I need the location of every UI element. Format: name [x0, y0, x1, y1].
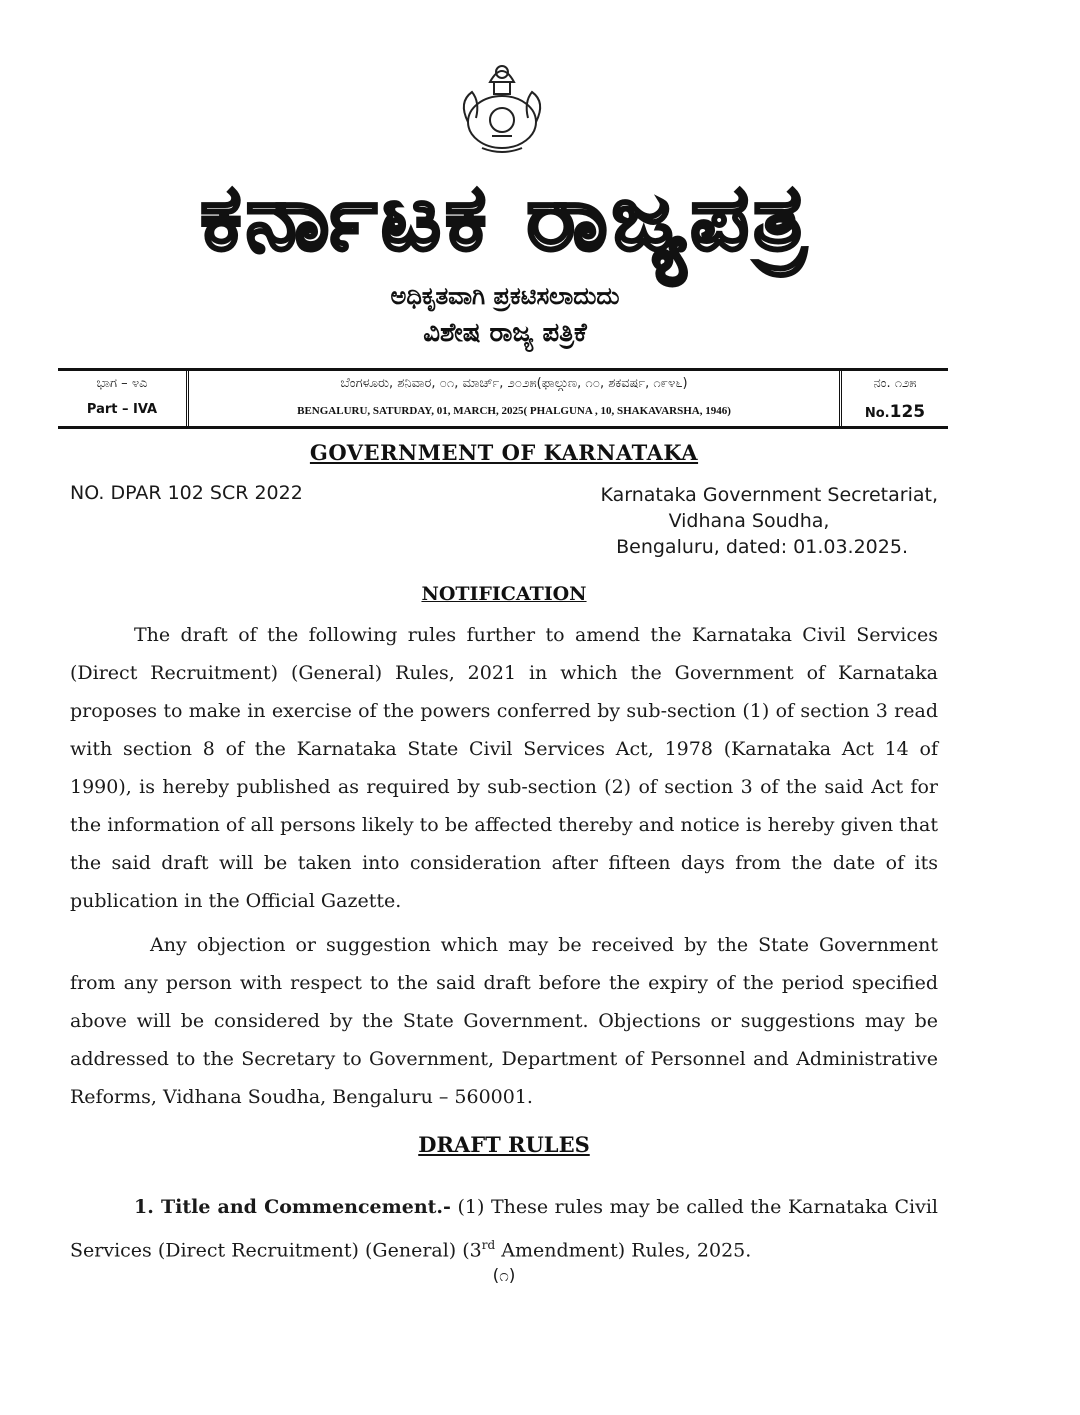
masthead-subtitle-extraordinary: ವಿಶೇಷ ರಾಜ್ಯ ಪತ್ರಿಕೆ	[423, 318, 587, 348]
draft-rules-heading: DRAFT RULES	[418, 1132, 590, 1157]
part-english: Part – IVA	[86, 402, 158, 417]
rule-1-text-a: (1) These rules may be called the Karnataka Civil Services (Direct Recruitment) (General) (3	[70, 1196, 939, 1262]
notification-paragraph-1: The draft of the following rules further to amend the Karnataka Civil Services (Direct Recruitment) (General) Rules, 2021 in which the Government of Karnataka proposes to make in exercise of the powers conferred by sub-section (1) of section 3 read with section 8 of the Karnataka State Civil Services Act, 1978 (Karnataka Act 14 of 1990), is hereby published as required by sub-section (2) of section 3 of the said Act for the information of all persons likely to be affected thereby and notice is hereby given that the said draft will be taken into consideration after fifteen days from the date of its publication in the Official Gazette.	[70, 624, 938, 912]
issue-number-value: 125	[889, 402, 926, 422]
rule-1-text-b: Amendment) Rules, 2025.	[495, 1239, 752, 1262]
date-cell	[189, 371, 842, 426]
issue-number-english	[842, 402, 948, 422]
issue-number-label: No.	[864, 406, 890, 421]
masthead-subtitle-published: ಅಧಿಕೃತವಾಗಿ ಪ್ರಕಟಿಸಲಾದುದು	[390, 282, 620, 310]
issue-number-cell	[842, 371, 948, 426]
notification-heading: NOTIFICATION	[421, 583, 587, 605]
gazette-masthead-title: ಕರ್ನಾಟಕ ರಾಜ್ಯಪತ್ರ	[200, 164, 810, 271]
reference-number: NO. DPAR 102 SCR 2022	[70, 482, 303, 504]
part-cell	[58, 371, 189, 426]
state-emblem-icon	[452, 52, 552, 160]
issuing-address	[520, 482, 938, 560]
date-english: BENGALURU, SATURDAY, 01, MARCH, 2025( PHALGUNA , 10, SHAKAVARSHA, 1946)	[297, 405, 731, 417]
address-line-2: Vidhana Soudha,	[668, 510, 830, 532]
government-heading: GOVERNMENT OF KARNATAKA	[309, 440, 699, 465]
issue-number-kannada: ನಂ. ೧೨೫	[873, 376, 917, 391]
gazette-info-band	[58, 368, 948, 430]
rule-1-paragraph	[70, 1188, 938, 1269]
address-line-1: Karnataka Government Secretariat,	[600, 484, 938, 506]
part-kannada: ಭಾಗ – ೪ಎ	[96, 376, 148, 391]
date-kannada: ಬೆಂಗಳೂರು, ಶನಿವಾರ, ೦೧, ಮಾರ್ಚ್, ೨೦೨೫(ಫಾಲ್ಗುಣ, ೧೦, ಶಕವರ್ಷ, ೧೯೪೬)	[340, 376, 688, 391]
rule-1-title: 1. Title and Commencement.-	[134, 1196, 451, 1218]
page-number: (೧)	[492, 1266, 516, 1286]
address-line-3: Bengaluru, dated: 01.03.2025.	[616, 536, 908, 558]
notification-paragraph-2: Any objection or suggestion which may be received by the State Government from any person with respect to the said draft before the expiry of the period specified above will be considered by the State Government. Objections or suggestions may be addressed to the Secretary to Government, Department of Personnel and Administrative Reforms, Vidhana Soudha, Bengaluru – 560001.	[70, 934, 938, 1108]
rule-1-ordinal-suffix: rd	[481, 1238, 496, 1252]
